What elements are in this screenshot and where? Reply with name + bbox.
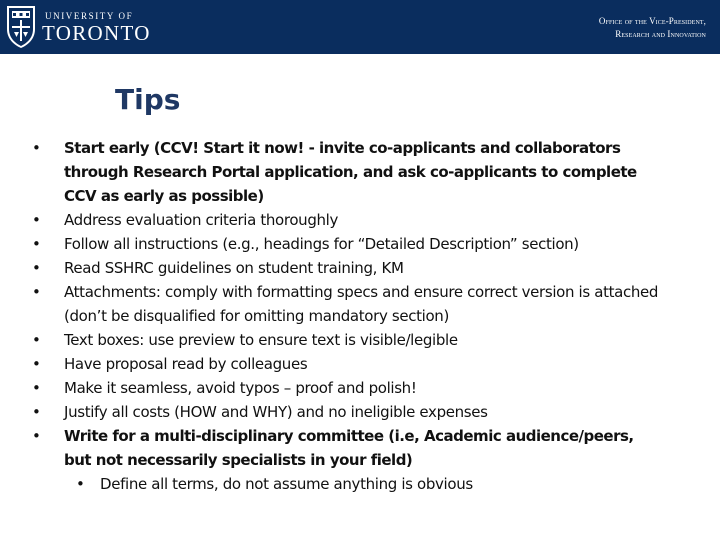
tip-proposal-read [0,352,664,376]
tip-text: Attachments: comply with formatting specs and ensure correct version is attached (don’t be disqualified for omitting mandatory section) [64,283,659,325]
bullet: • [32,259,41,277]
tip-text: Make it seamless, avoid typos – proof and polish! [64,379,417,397]
tip-text: Justify all costs (HOW and WHY) and no ineligible expenses [64,403,488,421]
bullet: • [32,139,41,157]
office-line-2: Research and Innovation [615,29,706,39]
tip-text: Start early (CCV! Start it now! - invite co-applicants and collaborators through Research Portal application, and ask co-applicants to complete CCV as early as possible) [64,139,637,205]
tip-text-boxes [0,328,664,352]
sub-tip-define-terms [0,472,660,496]
bullet: • [32,211,41,229]
tip-follow-instructions [0,232,664,256]
tip-text: Text boxes: use preview to ensure text is visible/legible [64,331,458,349]
wordmark [42,11,151,44]
bullet: • [32,235,41,253]
tips-list [0,136,720,472]
tip-start-early [0,136,664,208]
bullet: • [76,475,85,493]
tip-text: Follow all instructions (e.g., headings for “Detailed Description” section) [64,235,579,253]
tip-text: Read SSHRC guidelines on student training, KM [64,259,404,277]
university-of-text: UNIVERSITY OF [45,10,134,21]
tip-seamless [0,376,664,400]
tip-justify-costs [0,400,664,424]
crest-icon [6,5,36,49]
office-line-1: Office of the Vice-President, [598,16,706,26]
sub-tip-text: Define all terms, do not assume anything is obvious [100,475,473,493]
bullet: • [32,331,41,349]
office-label [599,15,706,41]
university-logo [6,2,151,52]
bullet: • [32,283,41,301]
tip-multi-disciplinary [0,424,664,472]
tip-text: Address evaluation criteria thoroughly [64,211,339,229]
toronto-text: TORONTO [42,20,151,45]
bullet: • [32,355,41,373]
bullet: • [32,427,41,445]
tips-content [0,136,720,496]
bullet: • [32,403,41,421]
tip-text: Write for a multi-disciplinary committee (i.e, Academic audience/peers, but not necessarily specialists in your field) [64,427,634,469]
page-title: Tips [115,83,181,116]
tip-attachments [0,280,664,328]
bullet: • [32,379,41,397]
header-banner [0,0,720,54]
tip-evaluation-criteria [0,208,664,232]
tip-sshrc-guidelines [0,256,664,280]
tip-text: Have proposal read by colleagues [64,355,308,373]
